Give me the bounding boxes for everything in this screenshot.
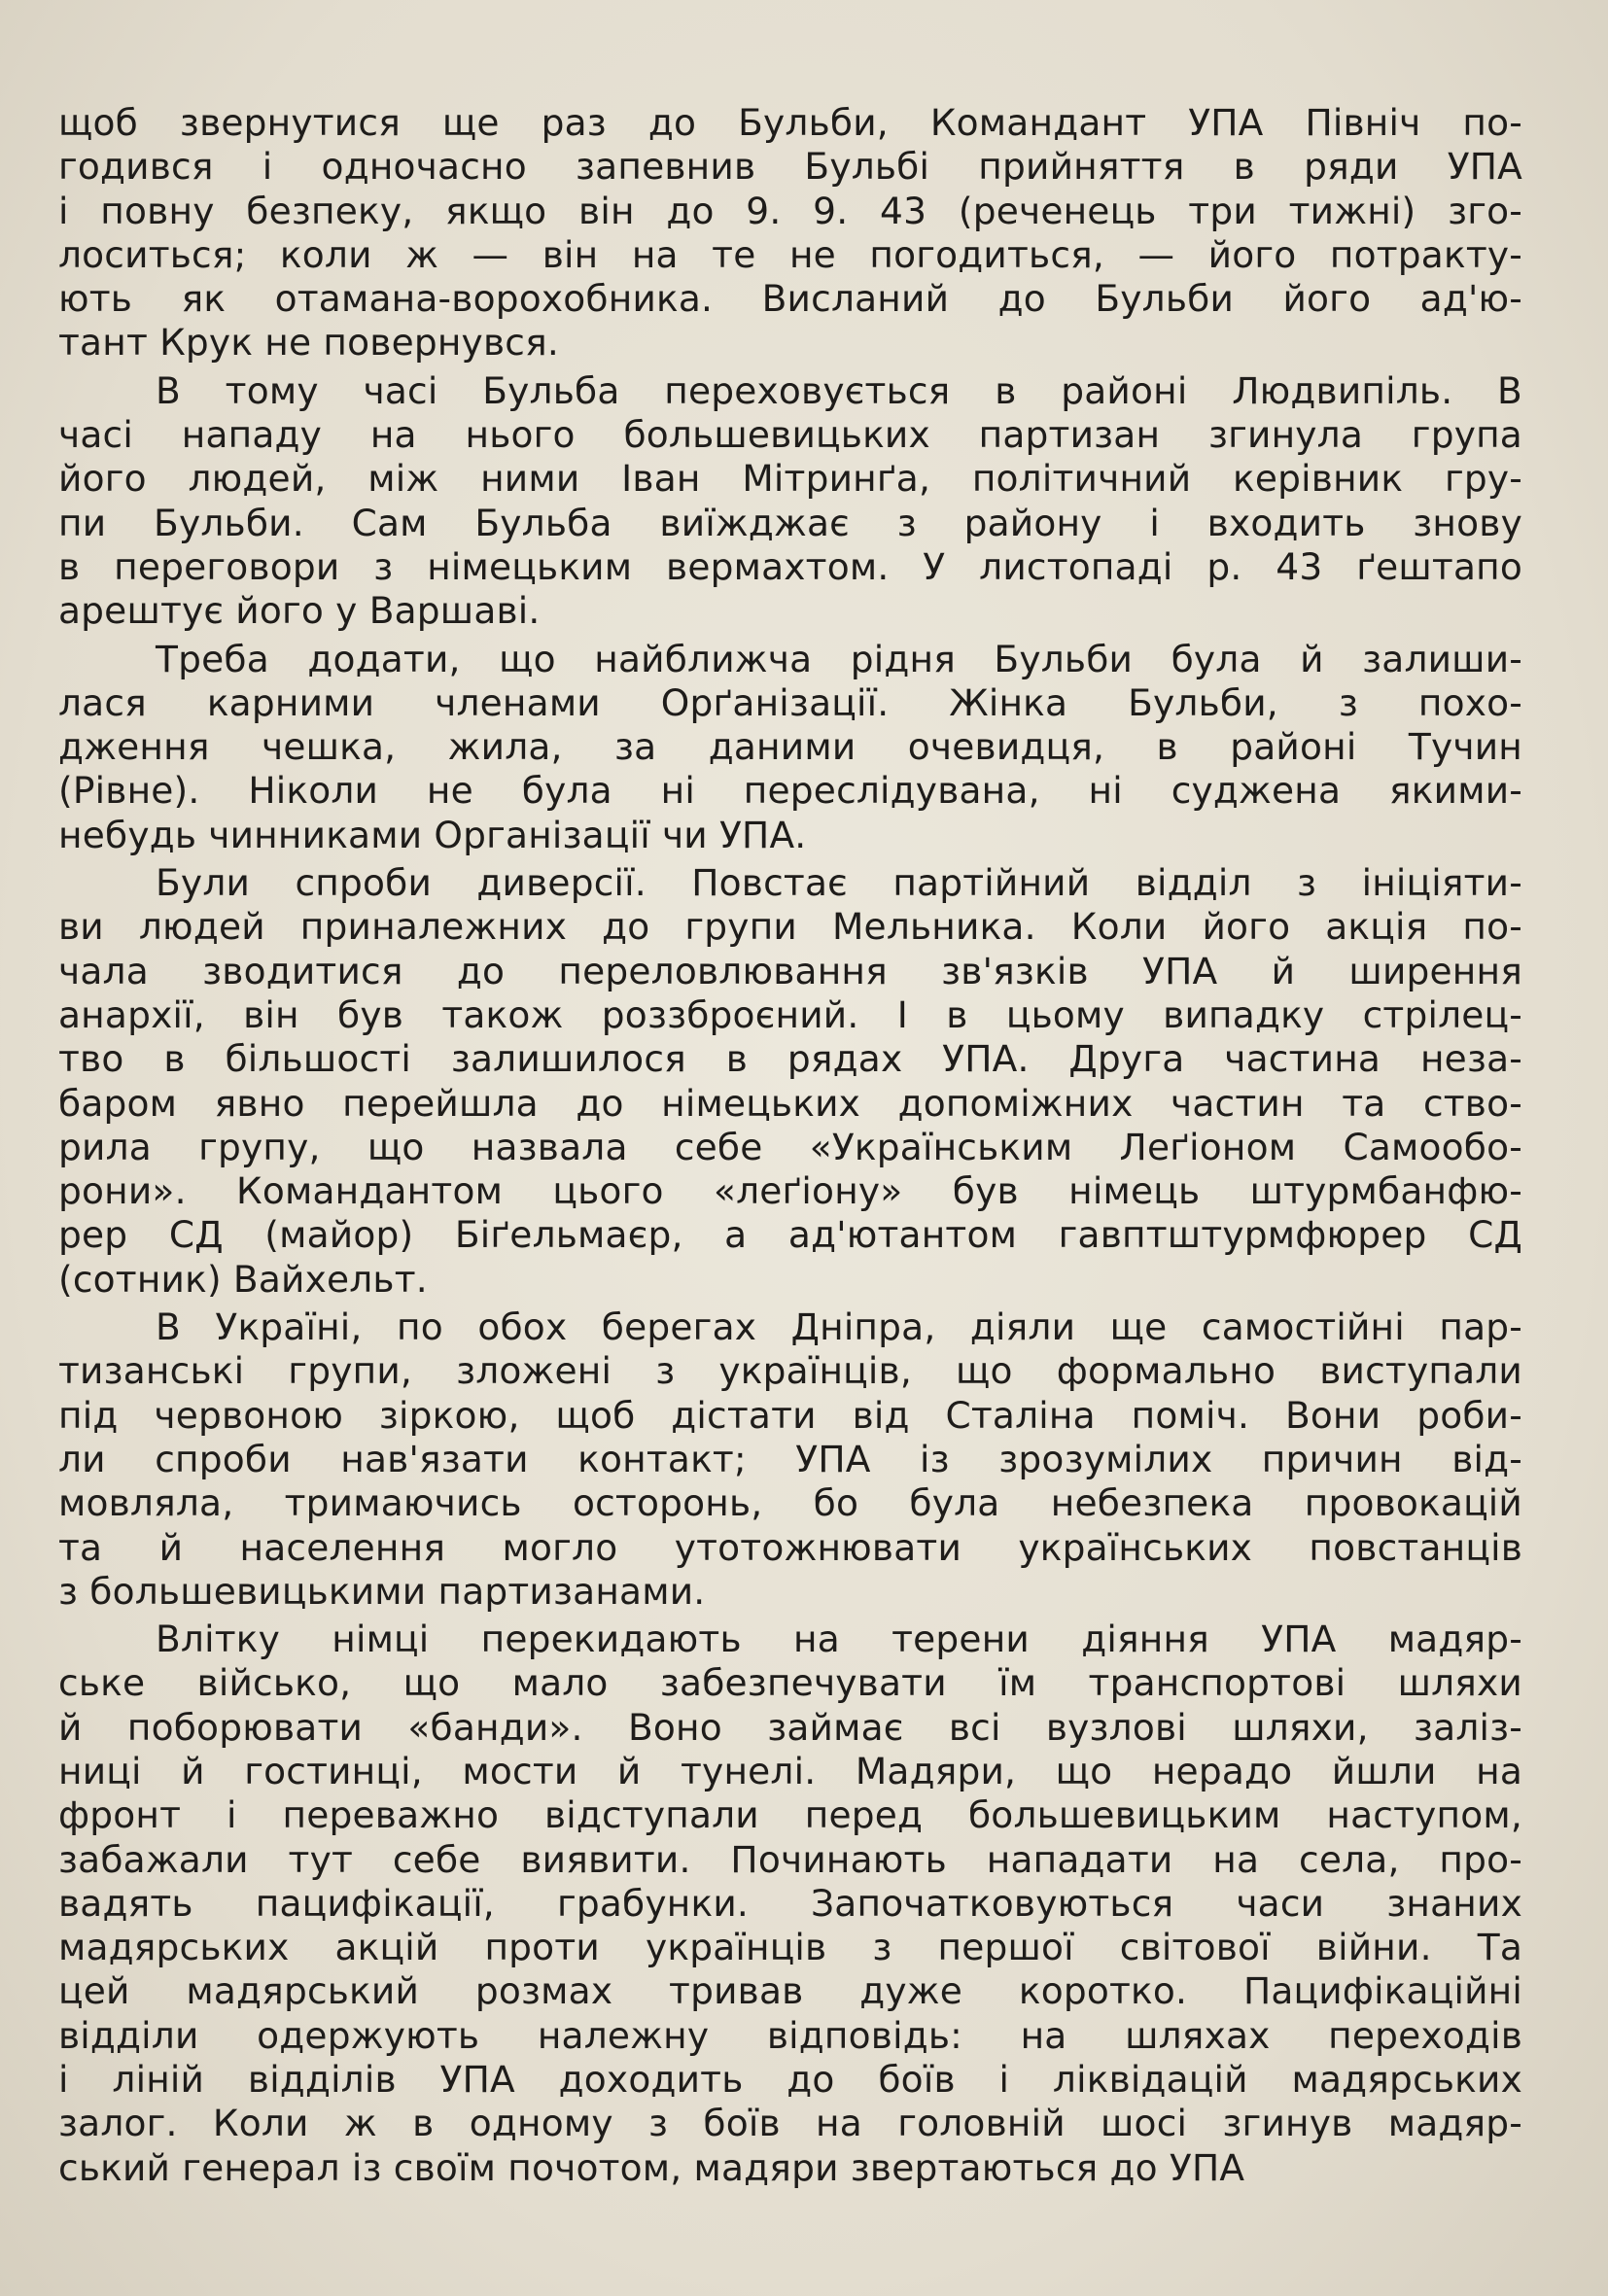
- text-line: Були спроби диверсії. Повстає партійний відділ з ініціяти-: [156, 861, 1522, 905]
- text-line: і повну безпеку, якщо він до 9. 9. 43 (реченець три тижні) зго-: [58, 189, 1522, 232]
- text-line: лася карними членами Орґанізації. Жінка Бульби, з похо-: [58, 680, 1522, 724]
- text-line: в переговори з німецьким вермахтом. У листопаді р. 43 ґештапо: [58, 544, 1522, 588]
- text-line: ський генерал із своїм почотом, мадяри звертаються до УПА: [58, 2145, 1245, 2189]
- text-line: дження чешка, жила, за даними очевидця, в районі Тучин: [58, 725, 1522, 769]
- text-line: вадять пацифікації, грабунки. Започатковуються часи знаних: [58, 1881, 1522, 1925]
- text-line: часі нападу на нього большевицьких партизан згинула група: [58, 413, 1522, 457]
- text-line: його людей, між ними Іван Мітринґа, політичний керівник гру-: [58, 457, 1522, 501]
- text-line: пи Бульби. Сам Бульба виїжджає з району і входить знову: [58, 501, 1522, 544]
- text-line: мадярських акцій проти українців з першої світової війни. Та: [58, 1926, 1522, 1969]
- paragraph: [58, 861, 1522, 1302]
- text-line: арештує його у Варшаві.: [58, 589, 541, 633]
- text-line: тво в більшості залишилося в рядах УПА. Друга частина неза-: [58, 1037, 1522, 1081]
- text-line: (сотник) Вайхельт.: [58, 1257, 428, 1301]
- paragraph: [58, 101, 1522, 365]
- text-line: мовляла, тримаючись осторонь, бо була небезпека провокацій: [58, 1481, 1522, 1525]
- paragraph: [58, 369, 1522, 634]
- text-line: ли спроби нав'язати контакт; УПА із зрозумілих причин від-: [58, 1437, 1522, 1480]
- paragraph: [58, 638, 1522, 857]
- text-line: і ліній відділів УПА доходить до боїв і ліквідацій мадярських: [58, 2058, 1522, 2102]
- text-line: чала зводитися до переловлювання зв'язків УПА й ширення: [58, 949, 1522, 992]
- text-line: тант Крук не повернувся.: [58, 321, 559, 365]
- text-line: небудь чинниками Організації чи УПА.: [58, 813, 807, 856]
- body-text: [58, 101, 1522, 2194]
- paragraph: [58, 1305, 1522, 1614]
- text-line: ви людей приналежних до групи Мельника. Коли його акція по-: [58, 905, 1522, 949]
- text-line: фронт і переважно відступали перед большевицьким наступом,: [58, 1793, 1522, 1837]
- text-line: щоб звернутися ще раз до Бульби, Командант УПА Північ по-: [58, 101, 1522, 144]
- text-line: залог. Коли ж в одному з боїв на головній шосі згинув мадяр-: [58, 2102, 1522, 2145]
- text-line: рила групу, що назвала себе «Українським Леґіоном Самообо-: [58, 1125, 1522, 1168]
- text-line: рер СД (майор) Біґельмаєр, а ад'ютантом гавптштурмфюрер СД: [58, 1213, 1522, 1257]
- text-line: тизанські групи, зложені з українців, що формально виступали: [58, 1349, 1522, 1393]
- text-line: та й населення могло утотожнювати українських повстанців: [58, 1525, 1522, 1569]
- text-line: Влітку німці перекидають на терени діяння УПА мадяр-: [156, 1618, 1522, 1661]
- text-line: годився і одночасно запевнив Бульбі прийняття в ряди УПА: [58, 145, 1522, 189]
- text-line: ське військо, що мало забезпечувати їм транспортові шляхи: [58, 1661, 1522, 1705]
- text-line: цей мадярський розмах тривав дуже коротко. Пацифікаційні: [58, 1969, 1522, 2013]
- text-line: Треба додати, що найближча рідня Бульби була й залиши-: [156, 637, 1522, 680]
- text-line: ють як отамана-ворохобника. Висланий до Бульби його ад'ю-: [58, 277, 1522, 321]
- text-line: В тому часі Бульба переховується в районі Людвипіль. В: [156, 368, 1522, 412]
- text-line: баром явно перейшла до німецьких допоміжних частин та ство-: [58, 1081, 1522, 1125]
- text-line: рони». Командантом цього «леґіону» був німець штурмбанфю-: [58, 1169, 1522, 1213]
- text-line: відділи одержують належну відповідь: на шляхах переходів: [58, 2013, 1522, 2057]
- text-line: ниці й гостинці, мости й тунелі. Мадяри, що нерадо йшли на: [58, 1749, 1522, 1792]
- text-line: (Рівне). Ніколи не була ні переслідувана, ні суджена якими-: [58, 769, 1522, 813]
- text-line: лоситься; коли ж — він на те не погодиться, — його потракту-: [58, 232, 1522, 276]
- text-line: під червоною зіркою, щоб дістати від Сталіна поміч. Вони роби-: [58, 1393, 1522, 1437]
- text-line: анархії, він був також роззброєний. І в цьому випадку стрілец-: [58, 992, 1522, 1036]
- text-line: й поборювати «банди». Воно займає всі вузлові шляхи, заліз-: [58, 1705, 1522, 1749]
- text-line: з большевицькими партизанами.: [58, 1569, 706, 1613]
- text-line: забажали тут себе виявити. Починають нападати на села, про-: [58, 1837, 1522, 1881]
- text-line: В Україні, по обох берегах Дніпра, діяли ще самостійні пар-: [156, 1305, 1522, 1349]
- paragraph: [58, 1618, 1522, 2190]
